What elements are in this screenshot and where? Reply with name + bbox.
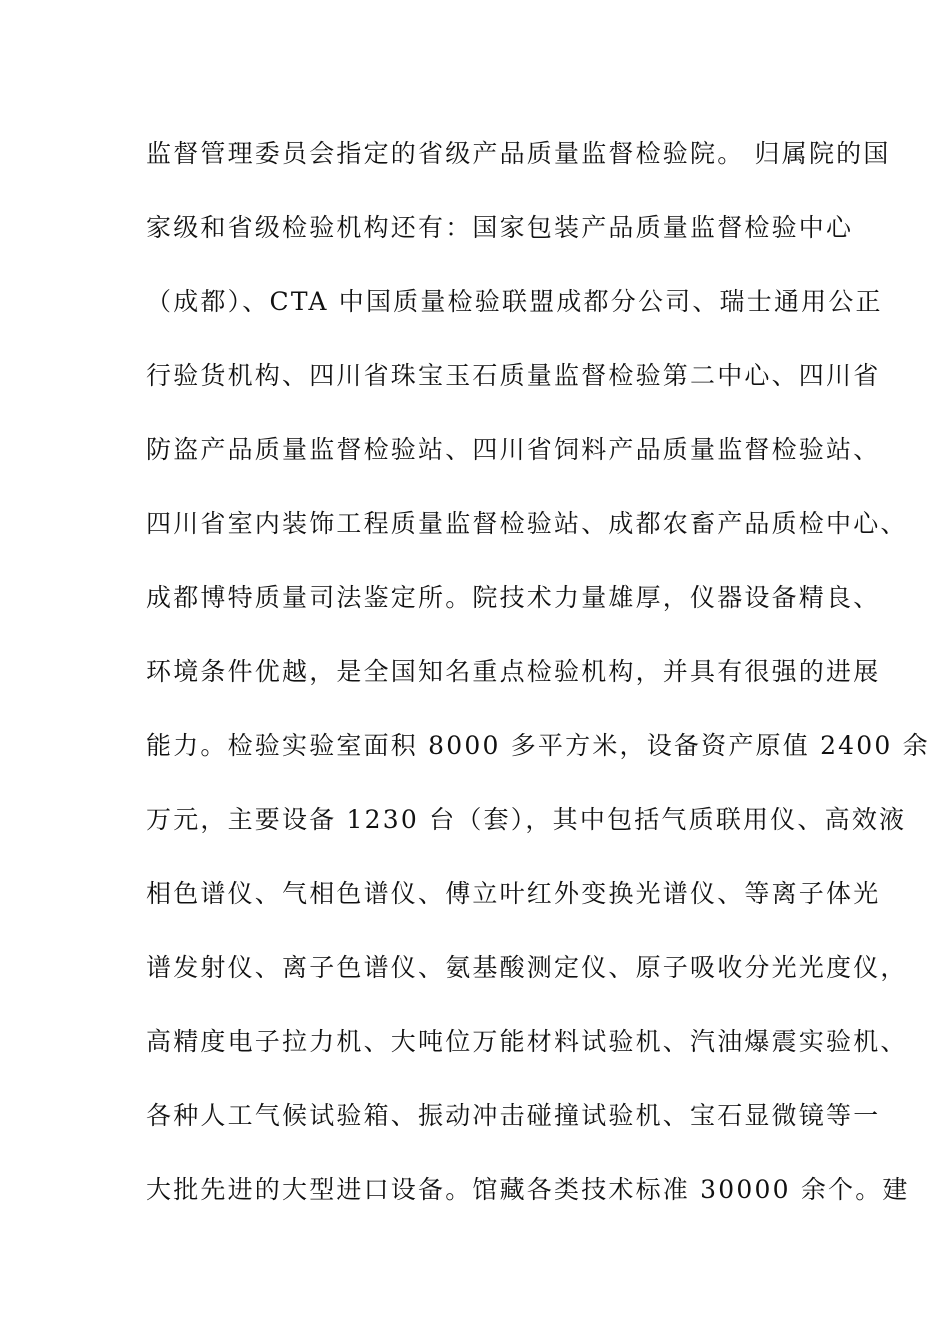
text-line: （成都）、CTA 中国质量检验联盟成都分公司、瑞士通用公正 (146, 287, 883, 316)
text-line: 高精度电子拉力机、大吨位万能材料试验机、汽油爆震实验机、 (146, 1027, 908, 1056)
body-text (146, 132, 930, 1242)
text-line: 环境条件优越，是全国知名重点检验机构，并具有很强的进展 (146, 657, 881, 686)
text-line: 家级和省级检验机构还有：国家包装产品质量监督检验中心 (146, 213, 854, 242)
text-line: 能力。检验实验室面积 8000 多平方米，设备资产原值 2400 余 (146, 731, 930, 760)
text-line: 监督管理委员会指定的省级产品质量监督检验院。 归属院的国 (146, 139, 891, 168)
text-line: 成都博特质量司法鉴定所。院技术力量雄厚，仪器设备精良、 (146, 583, 881, 612)
text-line: 防盗产品质量监督检验站、四川省饲料产品质量监督检验站、 (146, 435, 881, 464)
text-line: 大批先进的大型进口设备。馆藏各类技术标准 30000 余个。建 (146, 1175, 910, 1204)
text-line: 行验货机构、四川省珠宝玉石质量监督检验第二中心、四川省 (146, 361, 881, 390)
text-line: 谱发射仪、离子色谱仪、氨基酸测定仪、原子吸收分光光度仪， (146, 953, 908, 982)
text-line: 四川省室内装饰工程质量监督检验站、成都农畜产品质检中心、 (146, 509, 908, 538)
text-line: 万元，主要设备 1230 台（套），其中包括气质联用仪、高效液 (146, 805, 907, 834)
text-line: 相色谱仪、气相色谱仪、傅立叶红外变换光谱仪、等离子体光 (146, 879, 881, 908)
text-line: 各种人工气候试验箱、振动冲击碰撞试验机、宝石显微镜等一 (146, 1101, 881, 1130)
